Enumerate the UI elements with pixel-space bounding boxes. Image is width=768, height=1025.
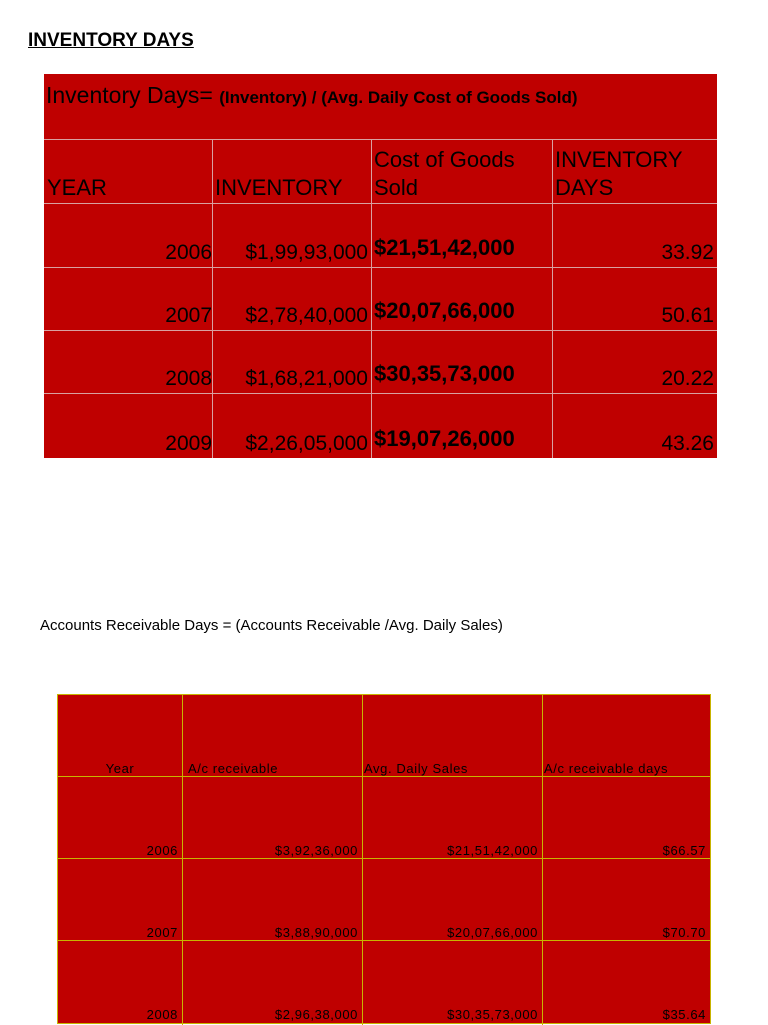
header-days-line1: INVENTORY: [555, 147, 683, 172]
formula-rest: (Inventory) / (Avg. Daily Cost of Goods Sold): [219, 88, 578, 107]
ar-cell-sales: $30,35,73,000: [447, 1007, 538, 1022]
header-year: YEAR: [47, 175, 107, 200]
ar-days-table: [57, 694, 711, 1024]
inv-cell-year: 2009: [165, 432, 212, 455]
inv-cell-cogs: $19,07,26,000: [374, 426, 515, 451]
header-cogs-line1: Cost of Goods: [374, 147, 515, 172]
inv-cell-inventory: $2,78,40,000: [245, 304, 368, 327]
inv-cell-inventory: $2,26,05,000: [245, 432, 368, 455]
inv-cell-cogs: $30,35,73,000: [374, 361, 515, 386]
ar-cell-year: 2006: [146, 843, 178, 858]
inv-cell-days: 43.26: [661, 432, 714, 455]
ar-cell-receivable: $3,92,36,000: [274, 843, 358, 858]
ar-cell-sales: $21,51,42,000: [447, 843, 538, 858]
inv-cell-inventory: $1,99,93,000: [245, 241, 368, 264]
inv-cell-cogs: $21,51,42,000: [374, 235, 515, 260]
ar-header-receivable: A/c receivable: [188, 761, 279, 776]
header-cogs: [371, 139, 552, 203]
formula-lead: Inventory Days=: [46, 82, 213, 108]
ar-formula-subtitle: Accounts Receivable Days = (Accounts Receivable /Avg. Daily Sales): [40, 617, 503, 634]
header-cogs-line2: Sold: [374, 175, 419, 200]
ar-cell-sales: $20,07,66,000: [447, 925, 538, 940]
inv-cell-year: 2007: [165, 304, 212, 327]
ar-cell-year: 2008: [146, 1007, 178, 1022]
inv-cell-days: 20.22: [661, 367, 714, 390]
ar-header-sales: Avg. Daily Sales: [364, 761, 469, 776]
inv-cell-days: 33.92: [661, 241, 714, 264]
ar-cell-days: $66.57: [662, 843, 706, 858]
header-inventory: INVENTORY: [215, 175, 343, 200]
ar-cell-receivable: $2,96,38,000: [274, 1007, 358, 1022]
ar-cell-year: 2007: [146, 925, 178, 940]
page-heading: INVENTORY DAYS: [28, 30, 194, 51]
ar-cell-days: $35.64: [662, 1007, 706, 1022]
ar-cell-receivable: $3,88,90,000: [274, 925, 358, 940]
header-days: [552, 139, 717, 203]
ar-cell-days: $70.70: [662, 925, 706, 940]
ar-header-year: Year: [105, 761, 135, 776]
inv-cell-year: 2008: [165, 367, 212, 390]
inventory-formula: [46, 82, 578, 138]
inv-cell-year: 2006: [165, 241, 212, 264]
inventory-days-table: [44, 74, 717, 458]
ar-header-days: A/c receivable days: [544, 761, 669, 776]
header-days-line2: DAYS: [555, 175, 614, 200]
inv-cell-days: 50.61: [661, 304, 714, 327]
inv-cell-cogs: $20,07,66,000: [374, 298, 515, 323]
inv-cell-inventory: $1,68,21,000: [245, 367, 368, 390]
